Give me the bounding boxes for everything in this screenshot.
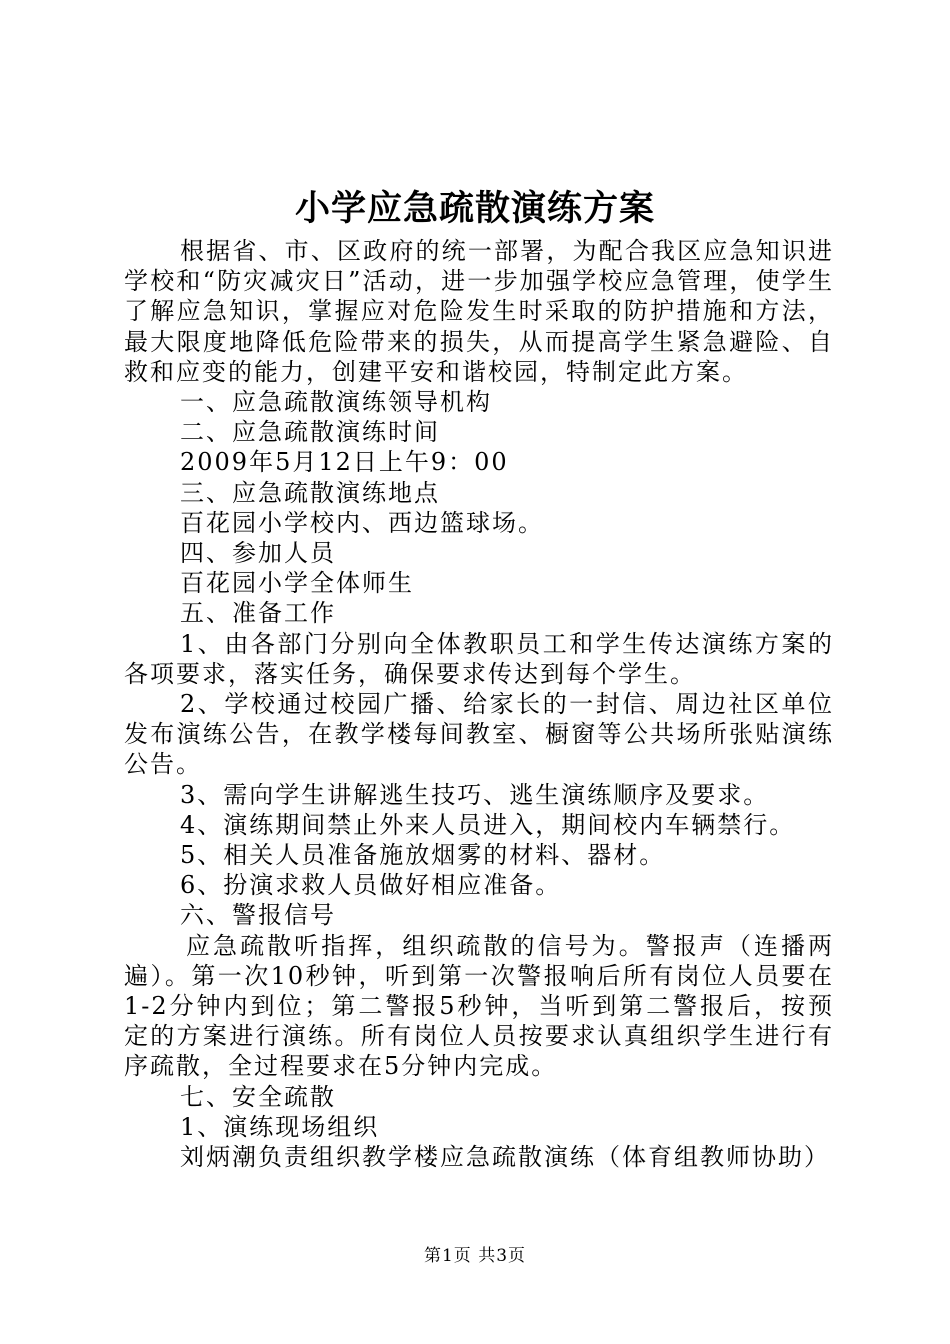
heading-section-5: 五、准备工作	[180, 599, 336, 628]
heading-section-1: 一、应急疏散演练领导机构	[180, 388, 492, 417]
paragraph-drill-time: 2009年5月12日上午9：00	[180, 448, 509, 477]
paragraph-alarm-signal: 应急疏散听指挥，组织疏散的信号为。警报声（连播两遍）。第一次10秒钟，听到第一次警报响后所有岗位人员要在1-2分钟内到位；第二警报5秒钟，当听到第二警报后，按预定的方案进行演练。所有岗位人员按要求认真组织学生进行有序疏散，全过程要求在5分钟内完成。	[124, 931, 834, 1081]
heading-section-4: 四、参加人员	[180, 539, 336, 568]
list-item-prep-6: 6、扮演求救人员做好相应准备。	[180, 871, 562, 900]
list-item-prep-3: 3、需向学生讲解逃生技巧、逃生演练顺序及要求。	[180, 780, 770, 809]
document-title: 小学应急疏散演练方案	[294, 188, 655, 229]
paragraph-evac-organizer: 刘炳潮负责组织教学楼应急疏散演练（体育组教师协助）	[180, 1143, 830, 1172]
paragraph-intro: 根据省、市、区政府的统一部署，为配合我区应急知识进学校和“防灾减灾日”活动，进一步加强学校应急管理，使学生了解应急知识，掌握应对危险发生时采取的防护措施和方法，最大限度地降低危险带来的损失，从而提高学生紧急避险、自救和应变的能力，创建平安和谐校园，特制定此方案。	[124, 237, 834, 386]
heading-section-6: 六、警报信号	[180, 901, 336, 930]
list-item-prep-5: 5、相关人员准备施放烟雾的材料、器材。	[180, 841, 666, 870]
heading-section-2: 二、应急疏散演练时间	[180, 418, 440, 447]
document-body	[124, 236, 834, 1172]
heading-section-7: 七、安全疏散	[180, 1082, 336, 1111]
paragraph-participants: 百花园小学全体师生	[180, 569, 414, 598]
list-item-prep-2: 2、学校通过校园广播、给家长的一封信、周边社区单位发布演练公告，在教学楼每间教室、橱窗等公共场所张贴演练公告。	[124, 690, 834, 779]
paragraph-drill-location: 百花园小学校内、西边篮球场。	[180, 508, 544, 537]
page-footer: 第1页 共3页	[423, 1246, 527, 1266]
heading-section-3: 三、应急疏散演练地点	[180, 478, 440, 507]
list-item-prep-1: 1、由各部门分别向全体教职员工和学生传达演练方案的各项要求，落实任务，确保要求传达到每个学生。	[124, 629, 834, 688]
list-item-prep-4: 4、演练期间禁止外来人员进入，期间校内车辆禁行。	[180, 810, 796, 839]
list-item-evac-1: 1、演练现场组织	[180, 1112, 380, 1141]
